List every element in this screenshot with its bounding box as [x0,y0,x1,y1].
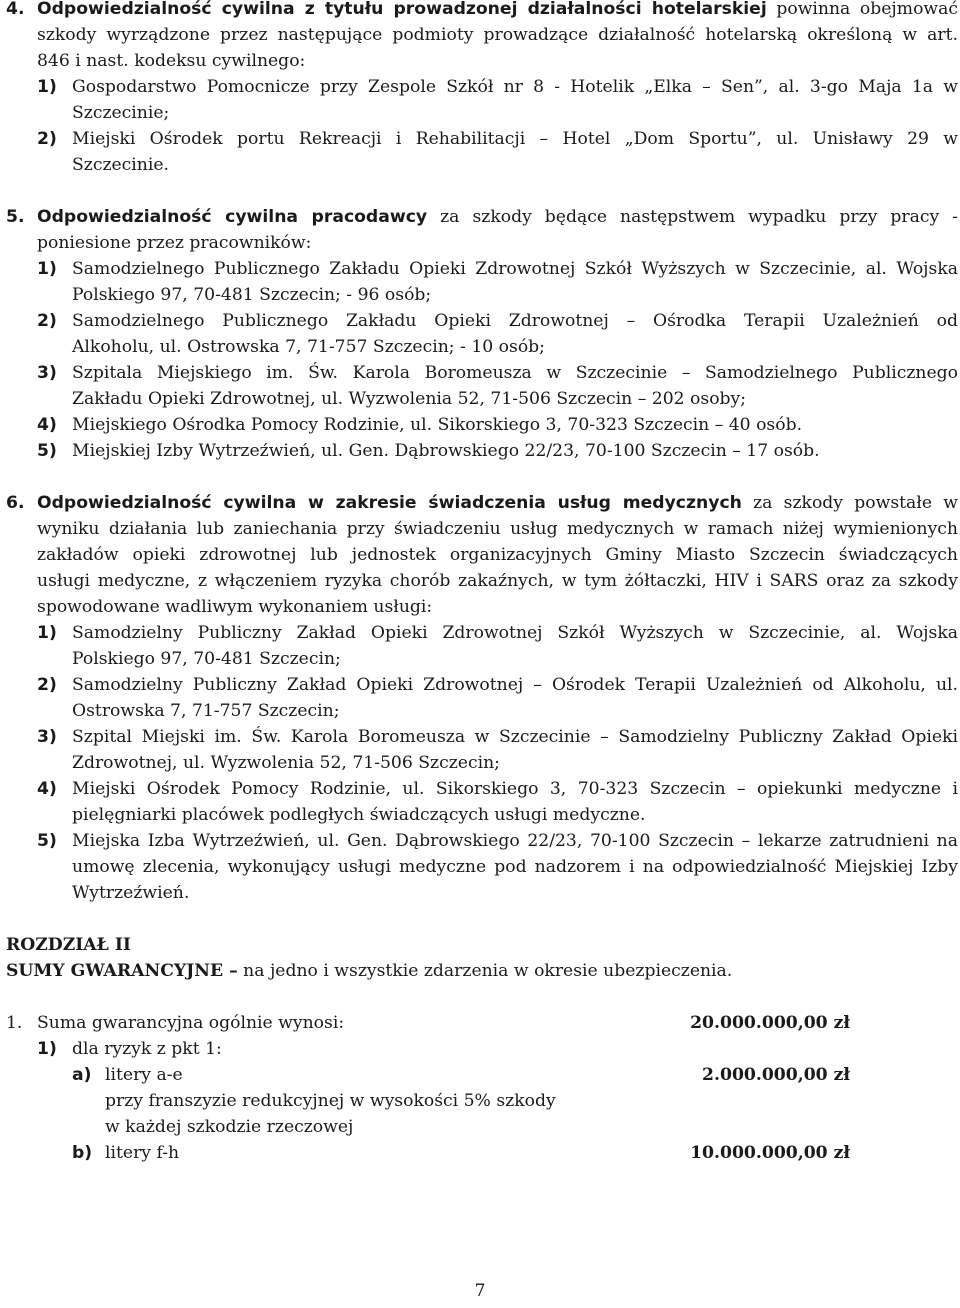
text-line: poniesione przez pracowników: [37,233,312,253]
sum-total-amount: 20.000.000,00 zł [690,1013,850,1033]
sum-b-amount: 10.000.000,00 zł [690,1143,850,1163]
sum-b-row: b) litery f-h 10.000.000,00 zł [0,1140,960,1166]
page-number: 7 [474,1281,486,1301]
list-item-cont: umowę zlecenia, wykonujący usługi medyczne pod nadzorem i na odpowiedzialność Miejskiej Izby [72,857,958,877]
section-number: 4. [6,0,25,19]
list-item-cont: Alkoholu, ul. Ostrowska 7, 71-757 Szczecin; - 10 osób; [72,337,545,357]
list-item: 1) Samodzielnego Publicznego Zakładu Opieki Zdrowotnej Szkół Wyższych w Szczecinie, al. Wojska [37,259,958,279]
list-item: 4) Miejski Ośrodek Pomocy Rodzinie, ul. Sikorskiego 3, 70-323 Szczecin – opiekunki medyczne i [37,779,958,799]
section-number: 6. [6,493,25,513]
list-item-cont: Szczecinie; [72,103,170,123]
list-item: 2) Samodzielny Publiczny Zakład Opieki Zdrowotnej – Ośrodek Terapii Uzależnień od Alkoholu, ul. [37,675,958,695]
text-line: szkody wyrządzone przez następujące podmioty prowadzące działalność hotelarską określoną w art. [37,25,958,45]
section-intro: powinna obejmować [776,0,958,19]
sum-sub-row: 1) dla ryzyk z pkt 1: [37,1039,222,1059]
list-item-cont: Polskiego 97, 70-481 Szczecin; [72,649,341,669]
list-item-cont: Zdrowotnej, ul. Wyzwolenia 52, 71-506 Szczecin; [72,753,500,773]
list-item: 5) Miejska Izba Wytrzeźwień, ul. Gen. Dąbrowskiego 22/23, 70-100 Szczecin – lekarze zatrudnieni na [37,831,958,851]
section-5-heading-line [0,204,960,230]
text-line: usługi medyczne, z włączeniem ryzyka chorób zakaźnych, w tym żółtaczki, HIV i SARS oraz za szkody [37,571,958,591]
list-item-cont: Wytrzeźwień. [72,883,190,903]
section-number: 5. [6,207,25,227]
list-item: 2) Samodzielnego Publicznego Zakładu Opieki Zdrowotnej – Ośrodka Terapii Uzależnień od [37,311,958,331]
chapter-subtitle: SUMY GWARANCYJNE – na jedno i wszystkie zdarzenia w okresie ubezpieczenia. [6,961,733,981]
text-line: 846 i nast. kodeksu cywilnego: [37,51,306,71]
list-item-cont: pielęgniarki placówek podległych świadczących usługi medyczne. [72,805,646,825]
sum-a-note: w każdej szkodzie rzeczowej [105,1117,354,1137]
section-title: Odpowiedzialność cywilna pracodawcy [37,207,428,227]
list-item: 1) Samodzielny Publiczny Zakład Opieki Zdrowotnej Szkół Wyższych w Szczecinie, al. Wojska [37,623,958,643]
section-6-heading-line [0,490,960,516]
section-intro: za szkody powstałe w [753,493,958,513]
list-item-cont: Ostrowska 7, 71-757 Szczecin; [72,701,340,721]
sum-a-row: a) litery a-e 2.000.000,00 zł [0,1062,960,1088]
text-line: wyniku działania lub zaniechania przy świadczeniu usług medycznych w ramach niżej wymienionych [37,519,958,539]
list-item: 5) Miejskiej Izby Wytrzeźwień, ul. Gen. Dąbrowskiego 22/23, 70-100 Szczecin – 17 osób. [37,441,820,461]
list-item-cont: Szczecinie. [72,155,170,175]
text-line: zakładów opieki zdrowotnej lub jednostek organizacyjnych Gminy Miasto Szczecin świadczących [37,545,958,565]
text-line: spowodowane wadliwym wykonaniem usługi: [37,597,433,617]
list-item: 2) Miejski Ośrodek portu Rekreacji i Rehabilitacji – Hotel „Dom Sportu”, ul. Unisławy 29 w [37,129,958,149]
list-item: 3) Szpital Miejski im. Św. Karola Boromeusza w Szczecinie – Samodzielny Publiczny Zakład Opieki [37,727,958,747]
list-item-cont: Polskiego 97, 70-481 Szczecin; - 96 osób; [72,285,432,305]
list-item: 4) Miejskiego Ośrodka Pomocy Rodzinie, ul. Sikorskiego 3, 70-323 Szczecin – 40 osób. [37,415,803,435]
list-item: 3) Szpitala Miejskiego im. Św. Karola Boromeusza w Szczecinie – Samodzielnego Publicznego [37,363,958,383]
list-item-cont: Zakładu Opieki Zdrowotnej, ul. Wyzwolenia 52, 71-506 Szczecin – 202 osoby; [72,389,747,409]
sum-a-amount: 2.000.000,00 zł [702,1065,850,1085]
section-intro: za szkody będące następstwem wypadku przy pracy - [440,207,958,227]
list-item: 1) Gospodarstwo Pomocnicze przy Zespole Szkół nr 8 - Hotelik „Elka – Sen”, al. 3-go Maja 1a w [37,77,958,97]
section-4-heading-line [0,0,960,22]
sum-a-note: przy franszyzie redukcyjnej w wysokości 5% szkody [105,1091,556,1111]
chapter-title: ROZDZIAŁ II [6,935,131,955]
section-title: Odpowiedzialność cywilna w zakresie świadczenia usług medycznych [37,493,742,513]
section-title: Odpowiedzialność cywilna z tytułu prowadzonej działalności hotelarskiej [37,0,767,19]
sum-total-row: 1. Suma gwarancyjna ogólnie wynosi: 20.000.000,00 zł [0,1010,960,1036]
